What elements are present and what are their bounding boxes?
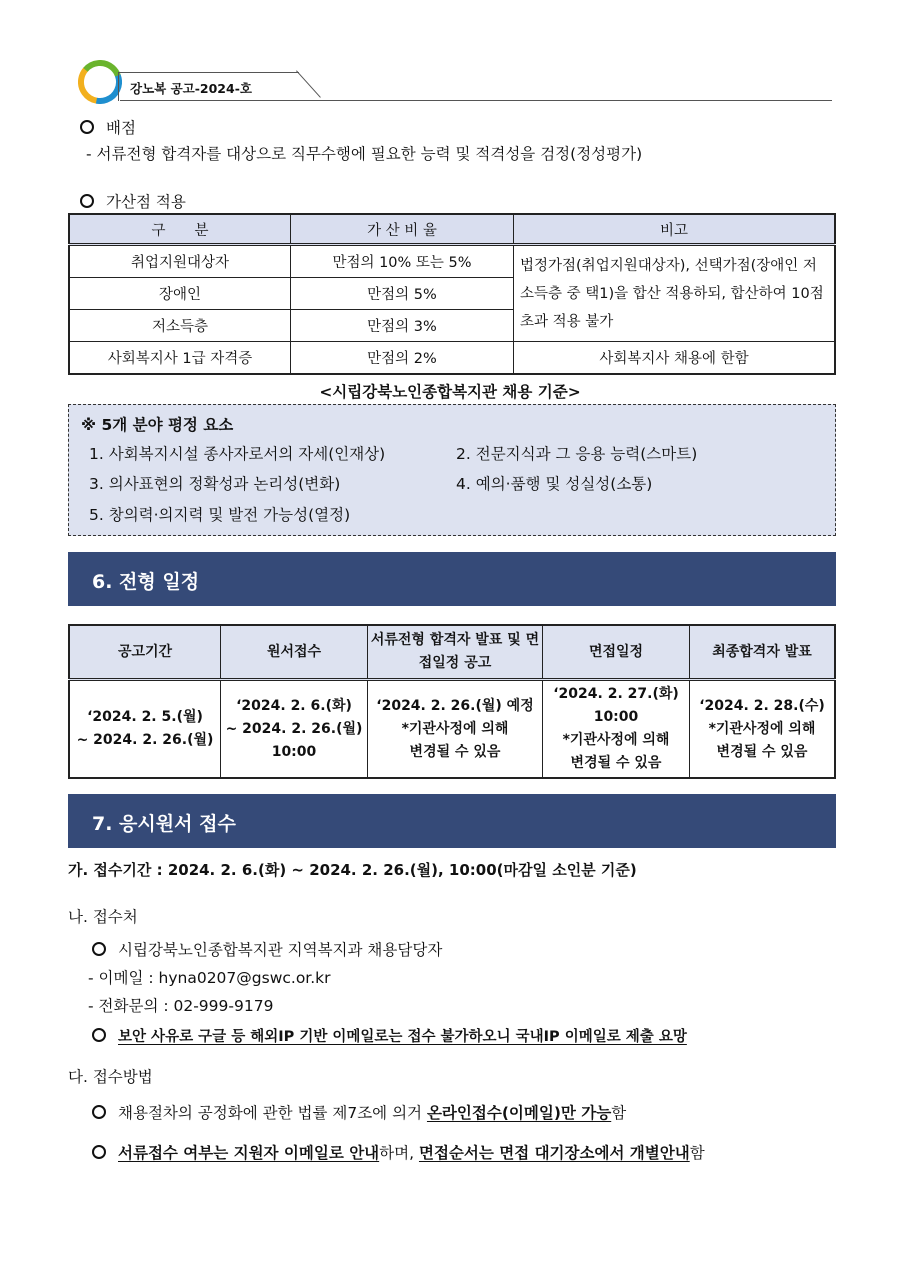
criteria-box [68,404,836,536]
bullet-circle-icon [92,1145,106,1159]
bonus-rate: 만점의 10% 또는 5% [291,245,514,278]
bonus-rate: 만점의 3% [291,310,514,342]
receipt-period: 가. 접수기간 : 2024. 2. 6.(화) ~ 2024. 2. 26.(월), 10:00(마감일 소인분 기준) [68,861,637,879]
schedule-header: 서류전형 합격자 발표 및 면접일정 공고 [368,625,543,680]
scoring-heading-row [80,118,136,138]
place-org: 시립강북노인종합복지관 지역복지과 채용담당자 [118,941,443,959]
schedule-cell: ‘2024. 2. 5.(월) ~ 2024. 2. 26.(월) [69,680,221,779]
bonus-heading: 가산점 적용 [106,193,186,211]
security-note-row [92,1027,687,1047]
method2-suffix: 함 [689,1144,705,1162]
bonus-category: 저소득층 [69,310,291,342]
bonus-col-rate: 가 산 비 율 [291,214,514,245]
security-note: 보안 사유로 구글 등 해외IP 기반 이메일로는 접수 불가하오니 국내IP 이메일로 제출 요망 [118,1029,687,1045]
schedule-header: 원서접수 [221,625,368,680]
section6-title: 6. 전형 일정 [92,571,200,593]
bonus-rate: 만점의 2% [291,342,514,375]
header-slant [296,70,321,97]
place-heading: 나. 접수처 [68,908,138,926]
bonus-col-category: 구 분 [69,214,291,245]
bonus-caption: <시립강북노인종합복지관 채용 기준> [319,383,581,401]
bonus-heading-row [80,192,186,212]
bullet-circle-icon [80,120,94,134]
criteria-item: 1. 사회복지시설 종사자로서의 자세(인재상) [89,445,386,463]
section6-bar [68,552,836,606]
schedule-header: 최종합격자 발표 [690,625,836,680]
bullet-circle-icon [80,194,94,208]
bonus-note: 사회복지사 채용에 한함 [514,342,836,375]
section7-title: 7. 응시원서 접수 [92,813,236,835]
criteria-title: ※ 5개 분야 평정 요소 [81,416,234,434]
bullet-circle-icon [92,1105,106,1119]
schedule-cell: ‘2024. 2. 6.(화) ~ 2024. 2. 26.(월) 10:00 [221,680,368,779]
bonus-rate: 만점의 5% [291,278,514,310]
scoring-desc: - 서류전형 합격자를 대상으로 직무수행에 필요한 능력 및 적격성을 검정(정성평가) [86,145,643,163]
table-row [69,342,835,375]
scoring-heading: 배점 [106,119,136,137]
schedule-header: 면접일정 [543,625,690,680]
criteria-item: 3. 의사표현의 정확성과 논리성(변화) [89,475,341,493]
method1-suffix: 함 [611,1104,627,1122]
method2-row [92,1143,705,1163]
contact-email: - 이메일 : hyna0207@gswc.or.kr [88,969,331,987]
header-rule [120,100,832,101]
method1-text: 채용절차의 공정화에 관한 법률 제7조에 의거 [118,1104,427,1122]
bullet-circle-icon [92,942,106,956]
bonus-category: 장애인 [69,278,291,310]
contact-phone: - 전화문의 : 02-999-9179 [88,997,274,1015]
doc-number: 강노복 공고-2024-호 [130,81,252,96]
method1-emphasis: 온라인접수(이메일)만 가능 [426,1104,612,1122]
place-org-row [92,940,442,960]
criteria-item: 4. 예의·품행 및 성실성(소통) [456,475,653,493]
table-row [69,245,835,278]
table-row [69,680,835,779]
method2-joiner: 하며, [379,1144,419,1162]
bonus-col-note: 비고 [514,214,836,245]
method2-emphasis: 서류접수 여부는 지원자 이메일로 안내 [118,1144,380,1162]
logo [78,60,122,104]
schedule-header: 공고기간 [69,625,221,680]
criteria-item: 5. 창의력·의지력 및 발전 가능성(열정) [89,506,351,524]
bonus-table [68,213,836,375]
bonus-merged-note: 법정가점(취업지원대상자), 선택가점(장애인 저소득층 중 택1)을 합산 적용하되, 합산하여 10점 초과 적용 불가 [514,245,836,342]
schedule-cell: ‘2024. 2. 28.(수) *기관사정에 의해 변경될 수 있음 [690,680,836,779]
bonus-category: 취업지원대상자 [69,245,291,278]
bullet-circle-icon [92,1028,106,1042]
criteria-item: 2. 전문지식과 그 응용 능력(스마트) [456,445,698,463]
method-heading: 다. 접수방법 [68,1068,153,1086]
schedule-table [68,624,836,779]
method2-emphasis-2: 면접순서는 면접 대기장소에서 개별안내 [418,1144,690,1162]
bonus-category: 사회복지사 1급 자격증 [69,342,291,375]
section7-bar [68,794,836,848]
schedule-cell: ‘2024. 2. 26.(월) 예정 *기관사정에 의해 변경될 수 있음 [368,680,543,779]
method1-row [92,1103,626,1123]
schedule-cell: ‘2024. 2. 27.(화) 10:00 *기관사정에 의해 변경될 수 있음 [543,680,690,779]
